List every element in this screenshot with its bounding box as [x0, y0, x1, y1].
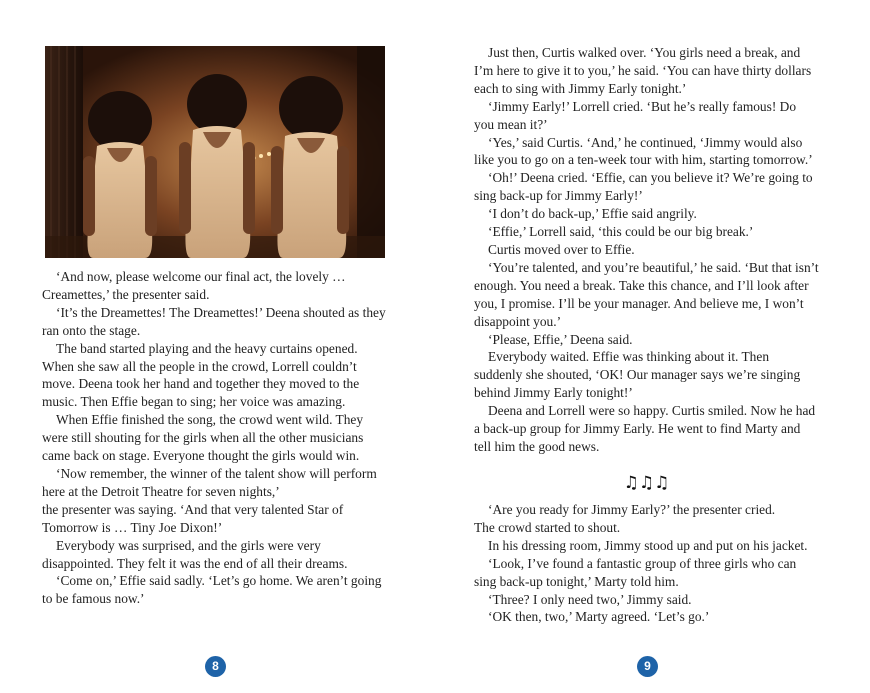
- paragraph: Just then, Curtis walked over. ‘You girls need a break, and I’m here to give it to you,’ he said. ‘You can have thirty dollars each to sing with Jimmy Early tonight.’: [474, 45, 812, 96]
- paragraph: Curtis moved over to Effie.: [488, 241, 635, 257]
- paragraph: the presenter was saying. ‘And that very talented Star of Tomorrow is … Tiny Joe Dixon!’: [42, 501, 344, 535]
- paragraph: ‘Oh!’ Deena cried. ‘Effie, can you believe it? We’re going to sing back-up for Jimmy Early!’: [474, 170, 813, 204]
- paragraph: ‘Please, Effie,’ Deena said.: [488, 331, 633, 347]
- paragraph: ‘Are you ready for Jimmy Early?’ the presenter cried.: [488, 502, 776, 517]
- paragraph: ‘Three? I only need two,’ Jimmy said.: [488, 591, 692, 607]
- paragraph: In his dressing room, Jimmy stood up and put on his jacket.: [488, 537, 808, 553]
- paragraph: ‘Effie,’ Lorrell said, ‘this could be our big break.’: [488, 224, 754, 240]
- paragraph: ‘I don’t do back-up,’ Effie said angrily.: [488, 206, 697, 222]
- paragraph: When Effie finished the song, the crowd went wild. They were still shouting for the girls when all the other musicians came back on stage. Everyone thought the girls would win.: [42, 412, 364, 464]
- paragraph: ‘OK then, two,’ Marty agreed. ‘Let’s go.’: [488, 609, 710, 625]
- paragraph: ‘And now, please welcome our final act, the lovely … Creamettes,’ the presenter said.: [42, 269, 346, 302]
- singers-illustration: [45, 46, 385, 258]
- page-number-badge: 9: [637, 656, 658, 677]
- paragraph: ‘Now remember, the winner of the talent show will perform here at the Detroit Theatre for seven nights,’: [42, 465, 377, 499]
- paragraph: ‘Look, I’ve found a fantastic group of three girls who can sing back-up tonight,’ Marty told him.: [474, 555, 797, 589]
- paragraph: The band started playing and the heavy curtains opened. When she saw all the people in the crowd, Lorrell couldn’t move. Deena took her hand and together they moved to the music. Then Effie began to sing; her voice was amazing.: [42, 340, 360, 410]
- paragraph: The crowd started to shout.: [474, 519, 621, 535]
- paragraph: Everybody was surprised, and the girls were very disappointed. They felt it was the end of all their dreams.: [42, 537, 348, 571]
- paragraph: Everybody waited. Effie was thinking about it. Then suddenly she shouted, ‘OK! Our manager says we’re singing behind Jimmy Early tonight!’: [474, 349, 801, 401]
- stage-photo: [45, 46, 385, 258]
- paragraph: ‘Jimmy Early!’ Lorrell cried. ‘But he’s really famous! Do you mean it?’: [474, 98, 797, 132]
- page-number-badge: 8: [205, 656, 226, 677]
- music-notes-icon: ♫♫♫: [623, 473, 670, 493]
- paragraph: Deena and Lorrell were so happy. Curtis smiled. Now he had a back-up group for Jimmy Early. He went to find Marty and tell him the good news.: [474, 403, 816, 454]
- paragraph: ‘Yes,’ said Curtis. ‘And,’ he continued, ‘Jimmy would also like you to go on a ten-week tour with him, starting tomorrow.’: [474, 134, 813, 168]
- paragraph: ‘You’re talented, and you’re beautiful,’ he said. ‘But that isn’t enough. You need a break. Take this chance, and I’ll look after you, I promise. I’ll be your manager. And believe me, I won’t disappoint you.’: [474, 259, 819, 329]
- paragraph: ‘It’s the Dreamettes! The Dreamettes!’ Deena shouted as they ran onto the stage.: [42, 304, 386, 338]
- right-page-text: [474, 44, 819, 456]
- left-page-text: [42, 268, 387, 608]
- right-page-text-continued: [474, 501, 819, 626]
- paragraph: ‘Come on,’ Effie said sadly. ‘Let’s go home. We aren’t going to be famous now.’: [42, 573, 382, 607]
